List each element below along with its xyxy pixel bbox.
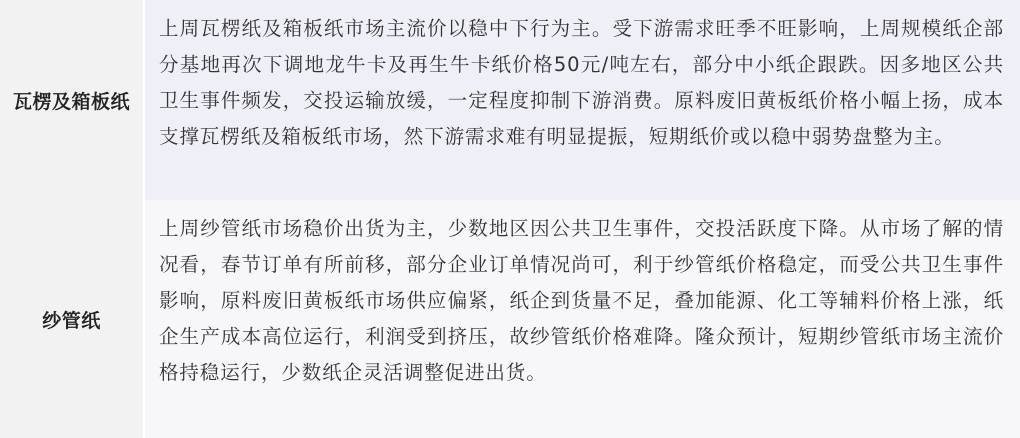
category-cell	[0, 200, 145, 438]
commentary-text: 上周瓦楞纸及箱板纸市场主流价以稳中下行为主。受下游需求旺季不旺影响，上周规模纸企部分基地再次下调地龙牛卡及再生牛卡纸价格50元/吨左右，部分中小纸企跟跌。因多地区公共卫生事件频发，交投运输放缓，一定程度抑制下游消费。原料废旧黄板纸价格小幅上扬，成本支撑瓦楞纸及箱板纸市场，然下游需求难有明显提振，短期纸价或以稳中弱势盘整为主。	[159, 17, 1004, 148]
table-row-paper-tube	[0, 200, 1020, 438]
category-label: 纱管纸	[42, 309, 101, 332]
commentary-text: 上周纱管纸市场稳价出货为主，少数地区因公共卫生事件，交投活跃度下降。从市场了解的情况看，春节订单有所前移，部分企业订单情况尚可，利于纱管纸价格稳定，而受公共卫生事件影响，原料废旧黄板纸市场供应偏紧，纸企到货量不足，叠加能源、化工等辅料价格上涨，纸企生产成本高位运行，利润受到挤压，故纱管纸价格难降。隆众预计，短期纱管纸市场主流价格持稳运行，少数纸企灵活调整促进出货。	[159, 217, 1004, 384]
commentary-cell	[145, 0, 1020, 200]
commentary-cell	[145, 200, 1020, 438]
category-label: 瓦楞及箱板纸	[12, 90, 130, 113]
table-row-corrugated	[0, 0, 1020, 200]
category-cell	[0, 0, 145, 200]
